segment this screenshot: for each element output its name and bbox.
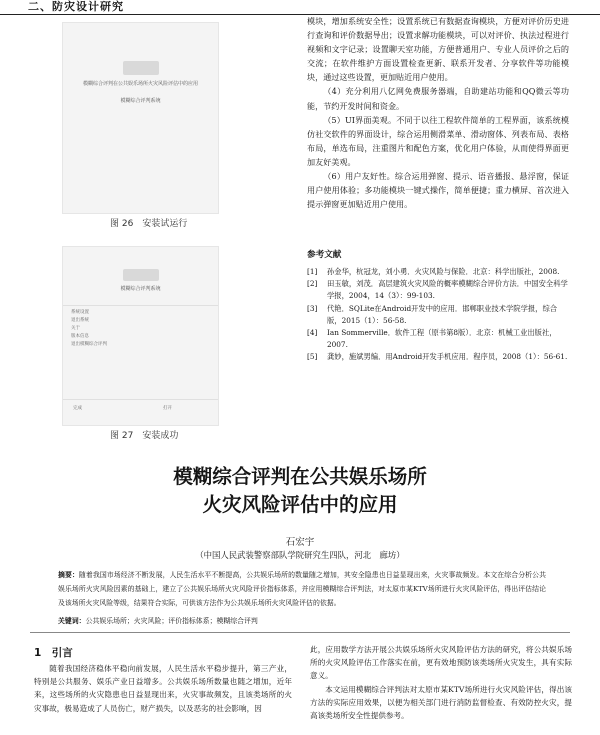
paragraph: 本文运用模糊综合评判法对太原市某KTV场所进行火灾风险评估，得出该方法的实际应用效果，以便为相关部门进行消防监督检查、有效防控火灾，提高该类场所安全性提供参考。 <box>310 684 572 721</box>
reference-item: [2] 田玉敏，刘茂．高层建筑火灾风险的概率模糊综合评价方法．中国安全科学学报，2004，14（3）：99-103. <box>307 279 568 301</box>
abstract-label: 摘要： <box>58 571 79 579</box>
done-button[interactable]: 完成 <box>73 406 82 411</box>
figure-26-caption: 图 26 安装试运行 <box>110 219 188 229</box>
menu-item[interactable]: 关于 <box>71 326 80 331</box>
menu-item[interactable]: 退出模糊综合评判 <box>71 342 107 347</box>
menu-item[interactable]: 版本信息 <box>71 334 89 339</box>
intro-right-column <box>310 643 572 722</box>
reference-item: [4] Ian Sommerville．软件工程（原书第8版）．北京：机械工业出版社，2007. <box>307 328 557 350</box>
app-logo <box>123 61 159 75</box>
figure-26-screenshot <box>62 22 219 214</box>
reference-item: [1] 孙金华，杭冠龙，刘小勇．火灾风险与保险．北京：科学出版社，2008. <box>307 267 560 276</box>
divider <box>30 632 570 633</box>
paragraph: （5）UI界面美观。不同于以往工程软件简单的工程界面，该系统模仿社交软件的界面设计，综合运用侧滑菜单、滑动窗体、列表布局、表格布局，单选布局，注重图片和配色方案，优化用户体验，从而使得界面更加友好美观。 <box>307 114 569 167</box>
author: 石宏宇 <box>285 537 315 548</box>
abstract-text: 随着我国市场经济不断发展，人民生活水平不断提高，公共娱乐场所的数量随之增加，其安全隐患也日益显现出来，火灾事故频发。本文在综合分析公共娱乐场所火灾风险因素的基础上，建立了公共娱乐场所火灾风险评价指标体系，并应用模糊综合评判法，对太原市某KTV场所进行火灾风险评估，得出评估结论及该场所火灾风险等级，结果符合实际，可供该方法作为公共娱乐场所火灾风险评估的依据。 <box>58 571 546 607</box>
paragraph: （6）用户友好性。综合运用弹窗、提示、语音播报、悬浮窗，保证用户使用体验；多功能模块一键式操作，简单便捷；重力横屏、首次进入提示弹窗更加贴近用户使用。 <box>307 171 569 210</box>
section-heading: 1 引言 <box>34 647 73 659</box>
figure-27-caption: 图 27 安装成功 <box>110 431 179 441</box>
references-title: 参考文献 <box>307 250 342 260</box>
paragraph: （4）充分利用八亿网免费服务器端，自助建站功能和QQ微云等功能，节约开发时间和资金。 <box>307 86 569 111</box>
intro-left-column <box>34 662 292 715</box>
paragraph: 随着我国经济稳体平稳向前发展，人民生活水平稳步提升，第三产业，特别是公共服务、娱乐产业日益增多。公共娱乐场所数量也随之增加，近年来，这些场所的火灾隐患也日益显现出来，火灾事故频发，且该类场所的火灾事故，极易造成了人员伤亡，财产损失，以及恶劣的社会影响，因 <box>34 664 292 713</box>
menu-item[interactable]: 系统设置 <box>71 310 89 315</box>
affiliation: （中国人民武装警察部队学院研究生四队，河北 廊坊） <box>195 550 405 560</box>
app-subtitle: 模糊综合评判系统 <box>120 98 161 104</box>
reference-item: [3] 代艳．SQLite在Android开发中的应用．邯郸职业技术学院学报，综合版，2015（1）：56-58. <box>307 303 558 325</box>
keywords-label: 关键词： <box>58 617 86 625</box>
abstract <box>58 569 546 610</box>
reference-item: [5] 龚妙，施斌男编．用Android开发手机应用．程序员，2008（1）：56-61. <box>307 352 568 362</box>
running-header: 二、防灾设计研究 <box>28 0 124 13</box>
article-title-line-2: 火灾风险评估中的应用 <box>202 493 398 516</box>
keywords-text: 公共娱乐场所；火灾风险；评价指标体系；模糊综合评判 <box>85 617 258 625</box>
paragraph: 模块，增加系统安全性；设置系统已有数据查询模块，方便对评价历史进行查询和评价数据导出；设置求解功能模块，可以对评价、执法过程进行视频和文字记录；设置聊天室功能，方便普通用户、专业人员评价之后的交流；在软件维护方面设置检查更新、联系开发者、分享软件等功能模块，通过这些设置，更加贴近用户使用。 <box>307 16 569 83</box>
app-title: 模糊综合评判系统 <box>120 286 161 292</box>
keywords <box>58 615 546 625</box>
figure-27-screenshot <box>62 246 219 426</box>
open-button[interactable]: 打开 <box>163 406 172 411</box>
menu-item[interactable]: 退出系统 <box>71 318 89 323</box>
article-title-line-1: 模糊综合评判在公共娱乐场所 <box>173 465 427 488</box>
paragraph: 此，应用数学方法开展公共娱乐场所火灾风险评估方法的研究，将公共娱乐场所的火灾风险评估工作落实在前，更有效地预防该类场所火灾发生，具有实际意义。 <box>310 645 572 681</box>
right-column-body <box>307 14 569 211</box>
app-title: 模糊综合评判在公共娱乐场所火灾风险评估中的应用 <box>82 81 198 87</box>
reference-list <box>307 266 569 364</box>
app-logo <box>123 269 159 281</box>
